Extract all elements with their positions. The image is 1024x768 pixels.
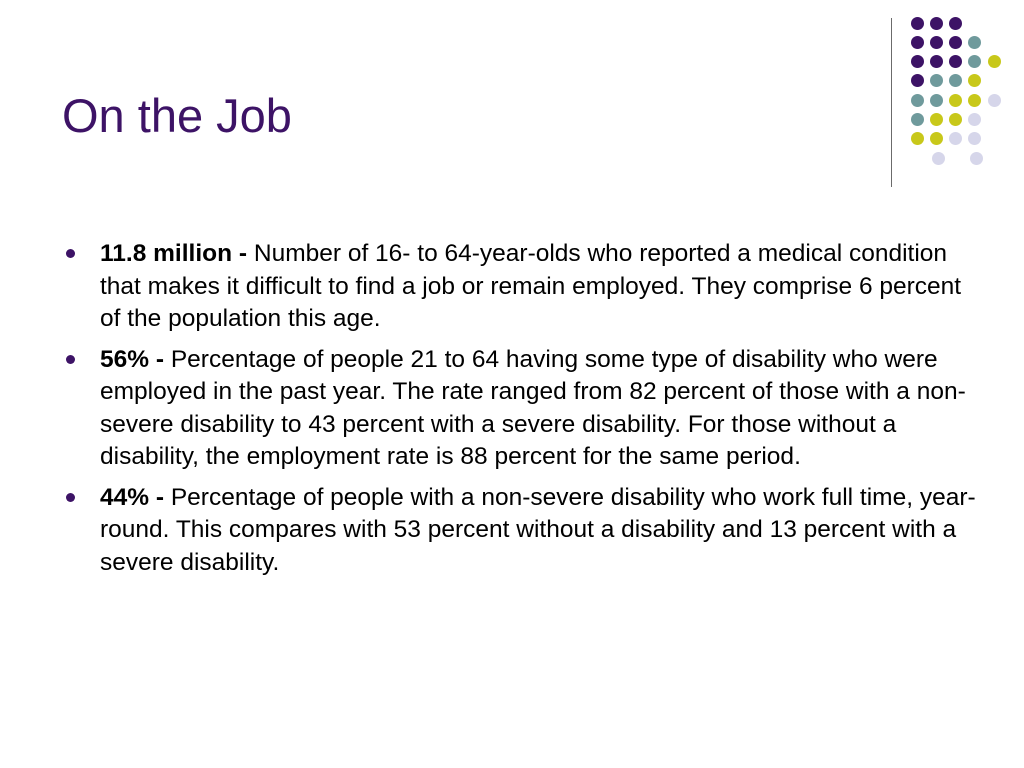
dot-lime — [930, 132, 943, 145]
dot-teal — [930, 74, 943, 87]
dot-lavender — [988, 94, 1001, 107]
dot-lavender — [968, 113, 981, 126]
dot-purple — [949, 55, 962, 68]
dot-lime — [949, 94, 962, 107]
dot-lime — [911, 132, 924, 145]
dot-teal — [911, 113, 924, 126]
slide-title: On the Job — [62, 89, 292, 142]
dot-lime — [988, 55, 1001, 68]
dot-lime — [968, 94, 981, 107]
dot-lime — [949, 113, 962, 126]
bullet-text: Number of 16- to 64-year-olds who reported a medical condition that makes it difficult to find a job or remain employed. They comprise 6 percent of the population this age. — [100, 240, 962, 332]
bullet-item — [66, 482, 976, 580]
dot-teal — [911, 94, 924, 107]
dot-purple — [949, 36, 962, 49]
dot-lime — [930, 113, 943, 126]
bullet-item — [66, 238, 976, 336]
dot-teal — [930, 94, 943, 107]
dot-lavender — [968, 132, 981, 145]
dot-lavender — [932, 152, 945, 165]
bullet-text: Percentage of people with a non-severe disability who work full time, year-round. This compares with 53 percent without a disability and 13 percent with a severe disability. — [100, 483, 976, 576]
bullet-stat: 44% - — [100, 483, 165, 511]
dot-lavender — [949, 132, 962, 145]
bullet-marker-icon — [66, 355, 75, 364]
dot-purple — [911, 55, 924, 68]
bullet-text: Percentage of people 21 to 64 having some type of disability who were employed in the past year. The rate ranged from 82 percent of those with a non-severe disability to 43 percent with a severe disability. For those without a disability, the employment rate is 88 percent for the same period. — [100, 345, 966, 470]
bullet-list — [66, 238, 976, 587]
bullet-marker-icon — [66, 493, 75, 502]
bullet-stat: 11.8 million - — [100, 240, 248, 267]
dot-purple — [930, 55, 943, 68]
bullet-marker-icon — [66, 249, 75, 258]
bullet-item — [66, 344, 976, 474]
dot-purple — [911, 36, 924, 49]
dot-lime — [968, 74, 981, 87]
dot-purple — [911, 74, 924, 87]
vertical-divider — [891, 18, 892, 187]
dot-purple — [911, 17, 924, 30]
dot-purple — [930, 17, 943, 30]
dot-teal — [968, 36, 981, 49]
dot-purple — [930, 36, 943, 49]
dot-lavender — [970, 152, 983, 165]
dot-teal — [968, 55, 981, 68]
bullet-stat: 56% - — [100, 345, 165, 373]
dot-purple — [949, 17, 962, 30]
dot-teal — [949, 74, 962, 87]
